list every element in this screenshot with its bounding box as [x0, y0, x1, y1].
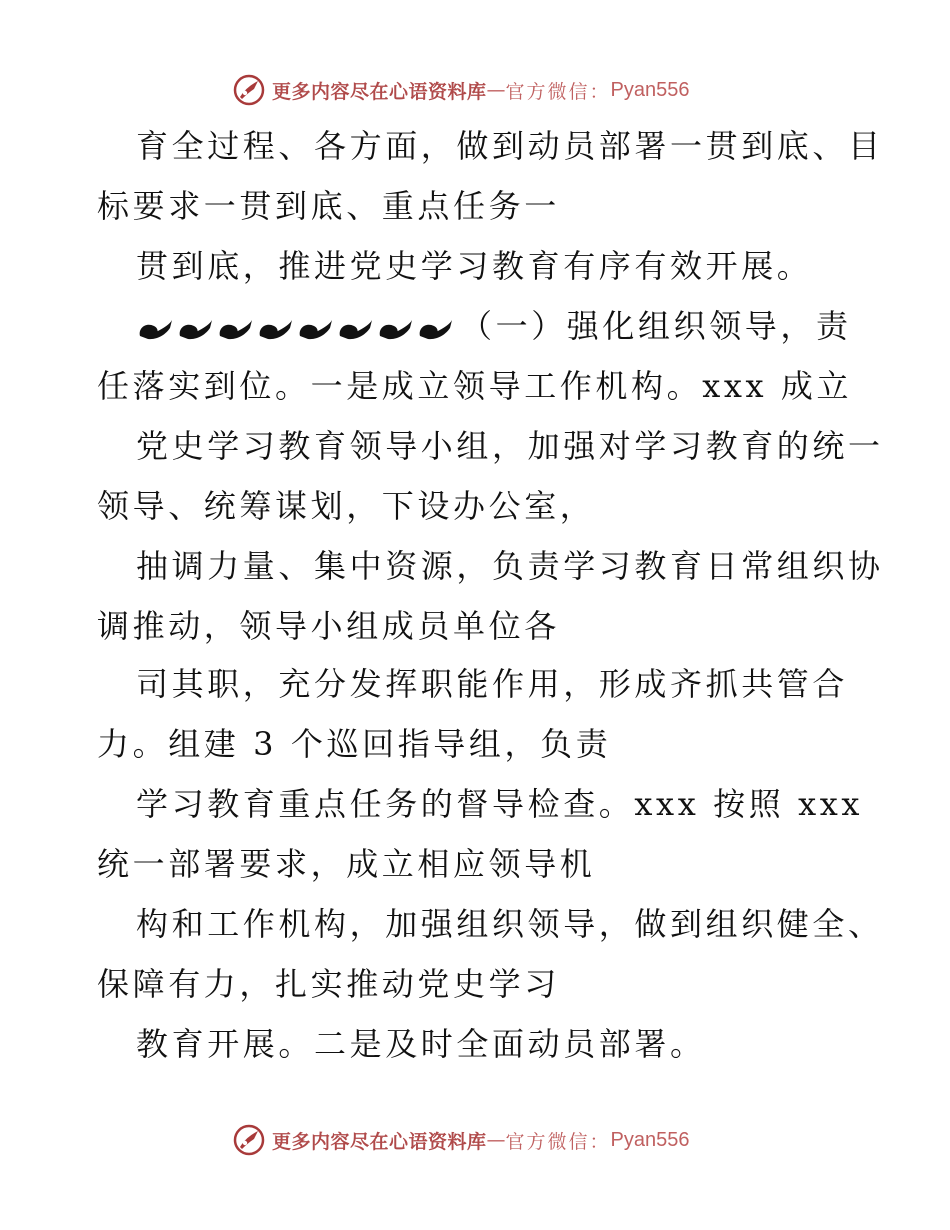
body-line-5: 任落实到位。一是成立领导工作机构。xxx 成立 [97, 367, 853, 405]
body-line-4-wrapper [136, 306, 852, 346]
body-line-7: 领导、统筹谋划，下设办公室， [97, 487, 596, 525]
header-separator: — [486, 79, 506, 101]
fleuron-ornament-icon [136, 314, 456, 344]
body-line-4: （一）强化组织领导，责 [460, 307, 852, 345]
pen-circle-logo-icon [232, 73, 266, 107]
header-wechat-label: 官方微信： [505, 80, 611, 103]
body-line-8: 抽调力量、集中资源，负责学习教育日常组织协 [136, 547, 884, 585]
footer-wechat-label: 官方微信： [505, 1130, 611, 1153]
header-banner [232, 72, 690, 108]
body-line-10: 司其职，充分发挥职能作用，形成齐抓共管合 [136, 665, 849, 703]
header-site-text: 更多内容尽在心语资料库 [272, 80, 487, 103]
header-wechat-id: Pyan556 [610, 78, 690, 101]
body-line-9: 调推动，领导小组成员单位各 [97, 607, 560, 645]
pen-circle-logo-icon [232, 1123, 266, 1157]
body-line-1: 育全过程、各方面，做到动员部署一贯到底、目 [136, 127, 884, 165]
body-line-15: 保障有力，扎实推动党史学习 [97, 965, 560, 1003]
footer-banner [232, 1122, 690, 1158]
body-line-2: 标要求一贯到底、重点任务一 [97, 187, 560, 225]
body-line-12: 学习教育重点任务的督导检查。xxx 按照 xxx [136, 785, 864, 823]
footer-wechat-id: Pyan556 [610, 1128, 690, 1151]
footer-site-text: 更多内容尽在心语资料库 [272, 1130, 487, 1153]
body-line-14: 构和工作机构，加强组织领导，做到组织健全、 [136, 905, 884, 943]
body-line-3: 贯到底，推进党史学习教育有序有效开展。 [136, 247, 813, 285]
footer-separator: — [486, 1129, 506, 1151]
body-line-13: 统一部署要求，成立相应领导机 [97, 845, 596, 883]
body-line-16: 教育开展。二是及时全面动员部署。 [136, 1025, 706, 1063]
body-line-11: 力。组建 3 个巡回指导组，负责 [97, 725, 612, 763]
body-line-6: 党史学习教育领导小组，加强对学习教育的统一 [136, 427, 884, 465]
